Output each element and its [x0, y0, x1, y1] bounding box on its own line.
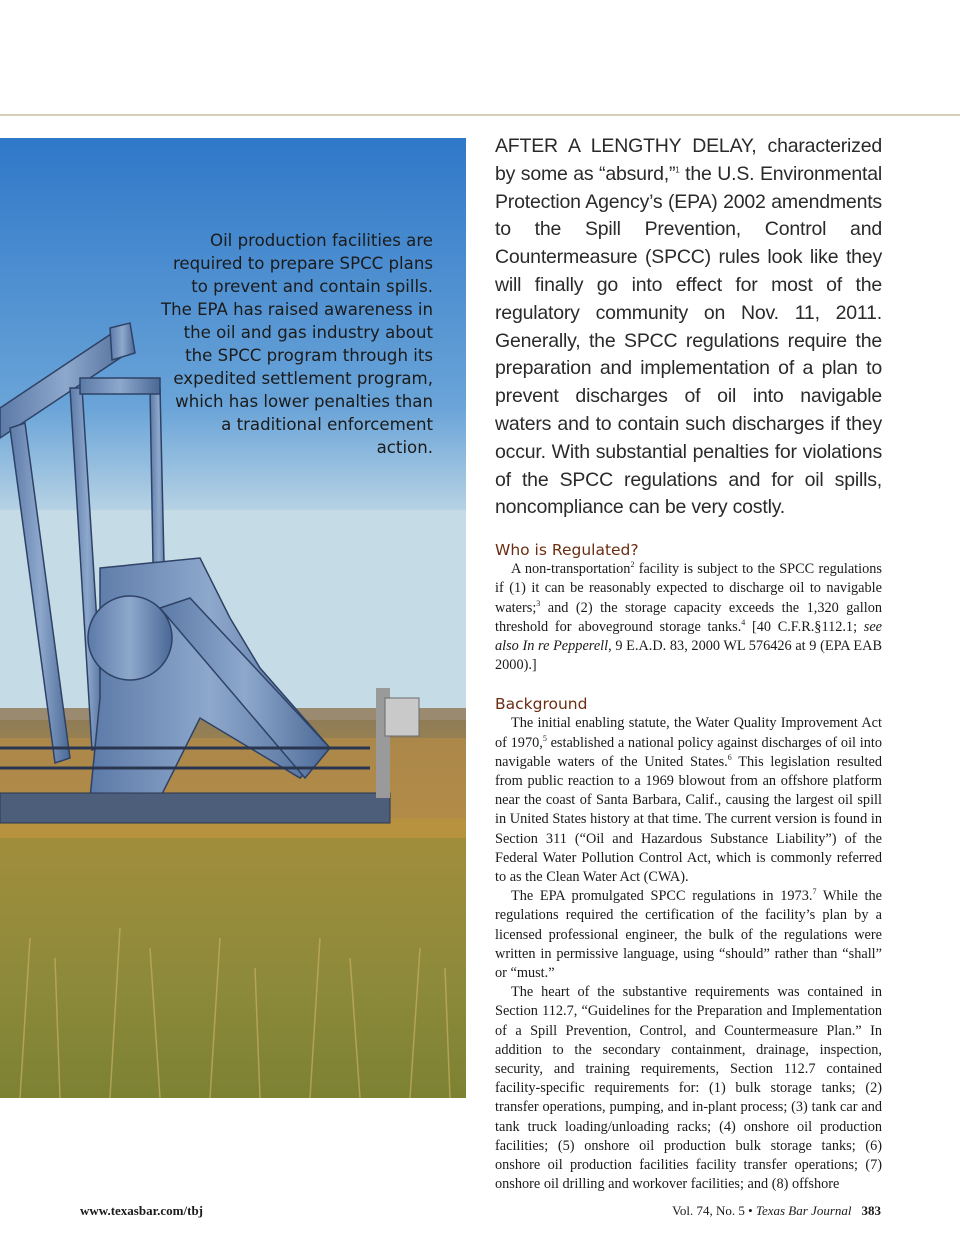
footer-bullet: • [748, 1203, 753, 1218]
footnote-ref: 5 [542, 733, 547, 743]
photo-caption: Oil production facilities are required to prepare SPCC plans to prevent and contain spills. The EPA has raised awareness in the oil and gas industry about the SPCC program through its expedited settlement program, which has lower penalties than a traditional enforcement action. [160, 231, 433, 457]
lead-text-rest: the U.S. Environmental Protection Agency’s (EPA) 2002 amendments to the Spill Prevention, Control and Countermeasure (SPCC) rules look like they will finally go into effect for most of the regulatory community on Nov. 11, 2011. Generally, the SPCC regulations require the preparation and implementation of a plan to prevent discharges of oil into navigable waters and to contain such discharges if they occur. With substantial penalties for violations of the SPCC regulations and for oil spills, noncompliance can be very costly. [495, 162, 882, 519]
para-text: and (2) the storage capacity exceeds the 1,320 gallon threshold for aboveground storage tanks. [495, 599, 882, 635]
para-text: , 9 E.A.D. 83, 2000 WL 576426 at 9 (EPA EAB 2000).] [495, 637, 882, 674]
case-citation: see also In re Pepperell [495, 618, 883, 654]
footnote-ref: 7 [812, 887, 817, 897]
page-number: 383 [861, 1203, 881, 1218]
footnote-ref: 4 [741, 618, 746, 627]
header-rule [0, 114, 960, 116]
background-paragraph-1 [495, 714, 882, 887]
para-text: A non-transportation [511, 561, 631, 578]
footnote-ref: 6 [727, 753, 732, 763]
footer-url: www.texasbar.com/tbj [80, 1203, 204, 1218]
para-text: established a national policy against discharges of oil into navigable waters of the United States. [495, 734, 882, 770]
footer-volume: Vol. 74, No. 5 [672, 1203, 745, 1218]
who-is-regulated-paragraph [495, 560, 882, 675]
para-text: The EPA promulgated SPCC regulations in 1973. [511, 888, 813, 905]
section-heading-who-is-regulated: Who is Regulated? [495, 541, 639, 560]
para-text: facility is subject to the SPCC regulations if (1) it can be reasonably expected to discharge oil to navigable waters; [495, 561, 882, 616]
footnote-ref: 2 [630, 560, 635, 570]
para-text: While the regulations required the certification of the facility’s plan by a licensed professional engineer, the bulk of the regulations were written in permissive language, using “should” rather than “shall” or “must.” [495, 888, 882, 982]
footer-journal-name: Texas Bar Journal [755, 1203, 852, 1218]
lead-paragraph [495, 133, 882, 522]
background-paragraph-3: The heart of the substantive requirements was contained in Section 112.7, “Guidelines for the Preparation and Implementation of a Spill Prevention, Control, and Countermeasure Plan.” In addition to the secondary containment, drainage, inspection, security, and training requirements, Section 112.7 contained facility-specific requirements for: (1) bulk storage tanks; (2) transfer operations, pumping, and in-plant process; (3) tank car and tank truck loading/unloading racks; (4) onshore oil production facilities; (5) onshore oil production bulk storage tanks; (6) onshore oil production facilities facility transfer operations; (7) onshore oil drilling and workover facilities; and (8) offshore [495, 984, 882, 1193]
section-heading-background: Background [495, 695, 588, 714]
para-text: The initial enabling statute, the Water Quality Improvement Act of 1970, [495, 715, 882, 751]
footer-folio [672, 1203, 881, 1219]
para-text: [40 C.F.R.§112.1; [745, 618, 864, 635]
background-paragraph-2 [495, 887, 882, 983]
para-text: This legislation resulted from public reaction to a 1969 blowout from an offshore platform near the coast of Santa Barbara, Calif., causing the largest oil spill in United States history at that time. The current version is found in Section 311 (“Oil and Hazardous Substance Liability”) of the Federal Water Pollution Control Act, which is commonly referred to as the Clean Water Act (CWA). [495, 753, 882, 885]
footnote-ref: 1 [675, 165, 680, 175]
footnote-ref: 3 [536, 598, 541, 608]
article-body [495, 133, 882, 1194]
lead-text-start: AFTER A LENGTHY DELAY, characterized by some as “absurd,” [495, 135, 882, 185]
